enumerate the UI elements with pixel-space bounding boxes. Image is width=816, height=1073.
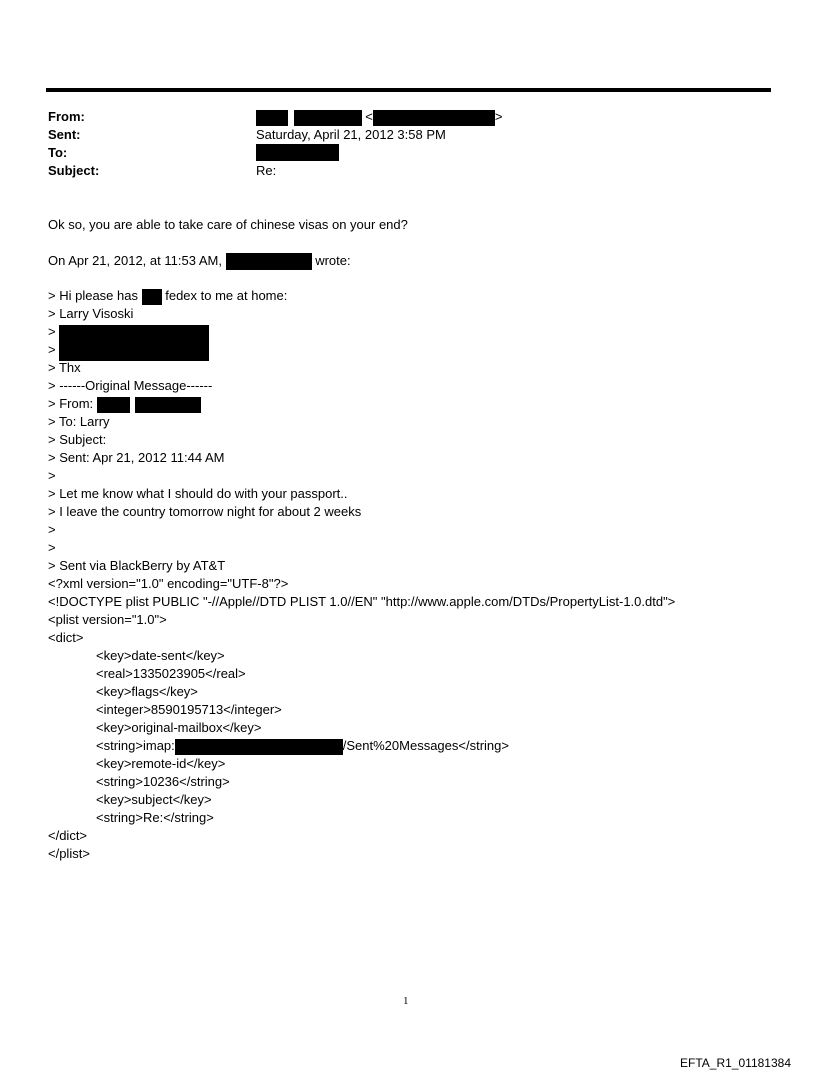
attribution-suffix: wrote: bbox=[315, 253, 351, 268]
from-lt: < bbox=[365, 109, 373, 124]
redaction-box bbox=[59, 325, 209, 361]
attribution-prefix: On Apr 21, 2012, at 11:53 AM, bbox=[48, 253, 222, 268]
header-rule bbox=[46, 88, 771, 92]
redaction-box bbox=[142, 289, 162, 305]
quoted-line: > Sent: Apr 21, 2012 11:44 AM bbox=[48, 450, 225, 465]
quoted-line: > Thx bbox=[48, 360, 81, 375]
xml-line: <key>remote-id</key> bbox=[96, 756, 226, 771]
redaction-box bbox=[135, 397, 201, 413]
subject-label: Subject: bbox=[48, 163, 100, 178]
subject-value: Re: bbox=[256, 163, 277, 178]
bates-number: EFTA_R1_01181384 bbox=[680, 1056, 791, 1070]
quoted-line: > Larry Visoski bbox=[48, 306, 134, 321]
quoted-line: > bbox=[48, 540, 56, 555]
xml-line: <key>subject</key> bbox=[96, 792, 212, 807]
redaction-box bbox=[175, 739, 343, 755]
xml-line: <key>original-mailbox</key> bbox=[96, 720, 262, 735]
redaction-box bbox=[294, 110, 362, 126]
xml-line bbox=[96, 737, 509, 755]
sent-label: Sent: bbox=[48, 127, 81, 142]
xml-line: <integer>8590195713</integer> bbox=[96, 702, 282, 717]
redaction-box bbox=[256, 144, 339, 161]
quoted-text: fedex to me at home: bbox=[165, 288, 288, 303]
xml-line: <?xml version="1.0" encoding="UTF-8"?> bbox=[48, 576, 289, 591]
quoted-line: > bbox=[48, 342, 60, 357]
quoted-line bbox=[48, 395, 201, 413]
quoted-line: > bbox=[48, 468, 56, 483]
quoted-line: > Subject: bbox=[48, 432, 107, 447]
xml-line: <key>flags</key> bbox=[96, 684, 198, 699]
quoted-line: > ------Original Message------ bbox=[48, 378, 213, 393]
xml-line: <real>1335023905</real> bbox=[96, 666, 246, 681]
quoted-line: > Let me know what I should do with your passport.. bbox=[48, 486, 348, 501]
from-value bbox=[256, 108, 502, 126]
xml-line: <string>Re:</string> bbox=[96, 810, 214, 825]
page-number: 1 bbox=[403, 995, 409, 1007]
xml-line: </plist> bbox=[48, 846, 90, 861]
quoted-line: > bbox=[48, 324, 56, 339]
attribution-line bbox=[48, 252, 351, 270]
xml-line: <string>10236</string> bbox=[96, 774, 230, 789]
from-label: From: bbox=[48, 109, 85, 124]
xml-text: <string>imap: bbox=[96, 738, 175, 753]
xml-line: </dict> bbox=[48, 828, 88, 843]
xml-line: <key>date-sent</key> bbox=[96, 648, 225, 663]
xml-line: <plist version="1.0"> bbox=[48, 612, 167, 627]
xml-line: <dict> bbox=[48, 630, 84, 645]
quoted-line: > Sent via BlackBerry by AT&T bbox=[48, 558, 226, 573]
to-label: To: bbox=[48, 145, 68, 160]
quoted-text: > From: bbox=[48, 396, 94, 411]
xml-line: <!DOCTYPE plist PUBLIC "-//Apple//DTD PLIST 1.0//EN" "http://www.apple.com/DTDs/PropertyList-1.0.dtd"> bbox=[48, 594, 676, 609]
redaction-box bbox=[226, 253, 312, 270]
redaction-box bbox=[256, 110, 288, 126]
quoted-line: > I leave the country tomorrow night for about 2 weeks bbox=[48, 504, 362, 519]
redaction-box bbox=[97, 397, 130, 413]
quoted-line bbox=[48, 287, 287, 305]
quoted-line: > bbox=[48, 522, 56, 537]
quoted-text: > Hi please has bbox=[48, 288, 138, 303]
body-line: Ok so, you are able to take care of chinese visas on your end? bbox=[48, 217, 408, 232]
redaction-box bbox=[373, 110, 495, 126]
xml-text: /Sent%20Messages</string> bbox=[342, 738, 509, 753]
sent-value: Saturday, April 21, 2012 3:58 PM bbox=[256, 127, 446, 142]
from-gt: > bbox=[494, 109, 503, 124]
quoted-line: > To: Larry bbox=[48, 414, 110, 429]
